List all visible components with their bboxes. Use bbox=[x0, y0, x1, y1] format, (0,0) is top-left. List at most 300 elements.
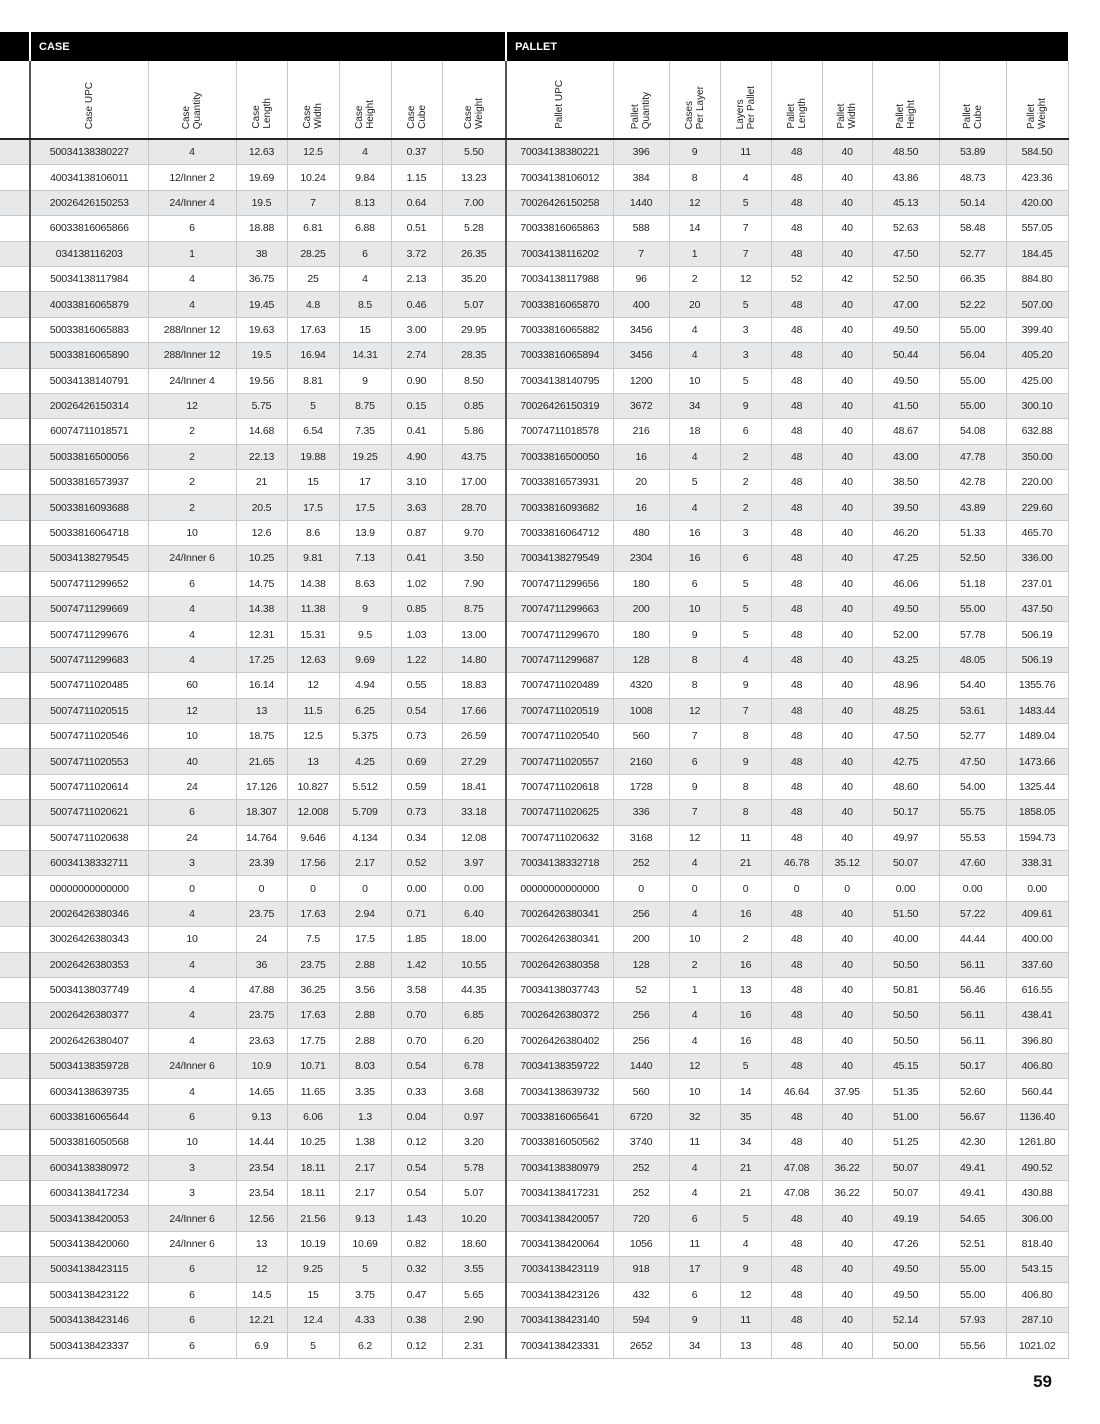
cell-case-length: 24 bbox=[236, 927, 287, 952]
table-row bbox=[0, 673, 1068, 698]
cell-layers-per-pallet: 9 bbox=[720, 749, 771, 774]
table-row bbox=[0, 698, 1068, 723]
cell-pallet-weight: 184.45 bbox=[1006, 241, 1068, 266]
cell-pallet-weight: 396.80 bbox=[1006, 1028, 1068, 1053]
cell-pallet-weight: 632.88 bbox=[1006, 419, 1068, 444]
cell-pallet-upc: 70034138423126 bbox=[506, 1282, 613, 1307]
cell-layers-per-pallet: 7 bbox=[720, 698, 771, 723]
cell-case-upc: 50074711299669 bbox=[30, 597, 148, 622]
cell-pallet-weight: 0.00 bbox=[1006, 876, 1068, 901]
cell-case-height: 17.5 bbox=[339, 927, 391, 952]
cell-pallet-upc: 70034138359722 bbox=[506, 1054, 613, 1079]
cell-case-cube: 0.82 bbox=[391, 1231, 442, 1256]
cell-case-height: 0 bbox=[339, 876, 391, 901]
cell-case-width: 17.56 bbox=[287, 850, 339, 875]
cell-case-quantity: 288/Inner 12 bbox=[148, 343, 236, 368]
cell-case-weight: 0.97 bbox=[442, 1104, 506, 1129]
table-row bbox=[0, 774, 1068, 799]
cut-off-cell bbox=[0, 317, 30, 342]
product-spec-table bbox=[0, 32, 1069, 1359]
cell-case-cube: 0.70 bbox=[391, 1003, 442, 1028]
cell-pallet-width: 40 bbox=[822, 444, 872, 469]
header-pallet-upc bbox=[506, 61, 613, 139]
cell-case-cube: 0.90 bbox=[391, 368, 442, 393]
cell-case-width: 5 bbox=[287, 393, 339, 418]
cell-case-length: 14.68 bbox=[236, 419, 287, 444]
cell-pallet-height: 0.00 bbox=[872, 876, 939, 901]
cell-pallet-upc: 70034138420057 bbox=[506, 1206, 613, 1231]
cell-pallet-length: 48 bbox=[771, 444, 822, 469]
cell-case-length: 17.25 bbox=[236, 647, 287, 672]
cell-pallet-upc: 70034138279549 bbox=[506, 546, 613, 571]
cell-case-weight: 7.00 bbox=[442, 190, 506, 215]
cell-case-weight: 5.86 bbox=[442, 419, 506, 444]
cell-case-upc: 60034138417234 bbox=[30, 1181, 148, 1206]
cell-case-height: 5.512 bbox=[339, 774, 391, 799]
cell-pallet-quantity: 1008 bbox=[613, 698, 669, 723]
cell-pallet-quantity: 1440 bbox=[613, 190, 669, 215]
cell-pallet-height: 47.25 bbox=[872, 546, 939, 571]
cell-case-cube: 0.54 bbox=[391, 1054, 442, 1079]
cell-case-cube: 0.54 bbox=[391, 698, 442, 723]
cell-case-cube: 0.71 bbox=[391, 901, 442, 926]
cell-case-width: 8.81 bbox=[287, 368, 339, 393]
cell-pallet-upc: 70033816065863 bbox=[506, 216, 613, 241]
cut-off-cell bbox=[0, 1307, 30, 1332]
page-number: 59 bbox=[1033, 1372, 1052, 1391]
cell-cases-per-layer: 4 bbox=[669, 1181, 720, 1206]
cell-pallet-cube: 52.77 bbox=[939, 241, 1006, 266]
table-row bbox=[0, 546, 1068, 571]
header-label: Cases Per Layer bbox=[683, 85, 706, 129]
cell-case-upc: 50034138380227 bbox=[30, 139, 148, 165]
cell-case-width: 17.63 bbox=[287, 1003, 339, 1028]
cell-case-upc: 60033816065644 bbox=[30, 1104, 148, 1129]
cell-pallet-length: 48 bbox=[771, 1028, 822, 1053]
cell-pallet-height: 43.86 bbox=[872, 165, 939, 190]
cell-pallet-upc: 70074711299656 bbox=[506, 571, 613, 596]
cell-pallet-cube: 57.78 bbox=[939, 622, 1006, 647]
cell-layers-per-pallet: 7 bbox=[720, 216, 771, 241]
cell-case-upc: 50034138037749 bbox=[30, 977, 148, 1002]
cell-pallet-width: 40 bbox=[822, 419, 872, 444]
cell-case-height: 17.5 bbox=[339, 495, 391, 520]
cell-pallet-width: 35.12 bbox=[822, 850, 872, 875]
cell-case-upc: 50033816093688 bbox=[30, 495, 148, 520]
cell-case-width: 6.54 bbox=[287, 419, 339, 444]
cell-pallet-height: 42.75 bbox=[872, 749, 939, 774]
cell-pallet-quantity: 3168 bbox=[613, 825, 669, 850]
cell-pallet-cube: 56.11 bbox=[939, 952, 1006, 977]
cell-pallet-width: 40 bbox=[822, 622, 872, 647]
cut-off-cell bbox=[0, 495, 30, 520]
cell-layers-per-pallet: 3 bbox=[720, 520, 771, 545]
cell-pallet-weight: 306.00 bbox=[1006, 1206, 1068, 1231]
cell-pallet-height: 41.50 bbox=[872, 393, 939, 418]
cell-pallet-width: 40 bbox=[822, 749, 872, 774]
table-row bbox=[0, 1003, 1068, 1028]
cell-layers-per-pallet: 5 bbox=[720, 190, 771, 215]
cell-case-width: 21.56 bbox=[287, 1206, 339, 1231]
cell-case-length: 18.75 bbox=[236, 723, 287, 748]
cell-pallet-upc: 70034138423140 bbox=[506, 1307, 613, 1332]
cell-pallet-height: 48.50 bbox=[872, 139, 939, 165]
cell-pallet-length: 46.78 bbox=[771, 850, 822, 875]
table-row bbox=[0, 343, 1068, 368]
cut-off-cell bbox=[0, 1079, 30, 1104]
cell-pallet-quantity: 180 bbox=[613, 622, 669, 647]
cell-pallet-width: 40 bbox=[822, 1130, 872, 1155]
cell-pallet-upc: 70074711020618 bbox=[506, 774, 613, 799]
cell-case-cube: 3.58 bbox=[391, 977, 442, 1002]
cell-pallet-cube: 55.53 bbox=[939, 825, 1006, 850]
cell-pallet-quantity: 560 bbox=[613, 723, 669, 748]
cell-pallet-quantity: 180 bbox=[613, 571, 669, 596]
cut-off-column-header bbox=[0, 32, 30, 61]
cell-pallet-cube: 52.50 bbox=[939, 546, 1006, 571]
cell-pallet-height: 48.25 bbox=[872, 698, 939, 723]
cell-layers-per-pallet: 3 bbox=[720, 317, 771, 342]
cell-case-height: 1.38 bbox=[339, 1130, 391, 1155]
cell-pallet-height: 47.50 bbox=[872, 723, 939, 748]
cell-case-width: 10.19 bbox=[287, 1231, 339, 1256]
cell-cases-per-layer: 2 bbox=[669, 266, 720, 291]
cell-case-width: 11.5 bbox=[287, 698, 339, 723]
cell-case-weight: 14.80 bbox=[442, 647, 506, 672]
cell-case-length: 22.13 bbox=[236, 444, 287, 469]
cell-pallet-weight: 1136.40 bbox=[1006, 1104, 1068, 1129]
cell-pallet-weight: 287.10 bbox=[1006, 1307, 1068, 1332]
cell-pallet-quantity: 256 bbox=[613, 1028, 669, 1053]
cell-case-quantity: 6 bbox=[148, 1104, 236, 1129]
cell-case-weight: 17.66 bbox=[442, 698, 506, 723]
cell-pallet-weight: 337.60 bbox=[1006, 952, 1068, 977]
cell-pallet-weight: 1325.44 bbox=[1006, 774, 1068, 799]
cell-case-length: 47.88 bbox=[236, 977, 287, 1002]
cell-case-quantity: 10 bbox=[148, 927, 236, 952]
cell-case-weight: 6.78 bbox=[442, 1054, 506, 1079]
header-label: Case Weight bbox=[462, 98, 485, 129]
cut-off-cell bbox=[0, 190, 30, 215]
cell-case-height: 14.31 bbox=[339, 343, 391, 368]
cell-case-quantity: 4 bbox=[148, 647, 236, 672]
cell-case-cube: 3.10 bbox=[391, 470, 442, 495]
cell-case-weight: 13.00 bbox=[442, 622, 506, 647]
cell-cases-per-layer: 0 bbox=[669, 876, 720, 901]
cell-pallet-height: 38.50 bbox=[872, 470, 939, 495]
cell-pallet-upc: 70074711299687 bbox=[506, 647, 613, 672]
cell-case-width: 14.38 bbox=[287, 571, 339, 596]
cell-case-weight: 27.29 bbox=[442, 749, 506, 774]
header-label: Pallet Quantity bbox=[630, 91, 653, 129]
cell-pallet-quantity: 4320 bbox=[613, 673, 669, 698]
cell-case-width: 15 bbox=[287, 470, 339, 495]
cell-cases-per-layer: 9 bbox=[669, 622, 720, 647]
cell-cases-per-layer: 8 bbox=[669, 673, 720, 698]
cell-pallet-weight: 818.40 bbox=[1006, 1231, 1068, 1256]
cell-case-upc: 50074711020553 bbox=[30, 749, 148, 774]
cell-case-quantity: 3 bbox=[148, 850, 236, 875]
table-row bbox=[0, 292, 1068, 317]
cell-case-weight: 29.95 bbox=[442, 317, 506, 342]
cell-cases-per-layer: 16 bbox=[669, 546, 720, 571]
cell-pallet-quantity: 2652 bbox=[613, 1333, 669, 1358]
cell-case-weight: 18.83 bbox=[442, 673, 506, 698]
cell-case-width: 11.38 bbox=[287, 597, 339, 622]
cell-pallet-height: 50.17 bbox=[872, 800, 939, 825]
cell-case-length: 0 bbox=[236, 876, 287, 901]
cell-case-height: 2.88 bbox=[339, 952, 391, 977]
cell-pallet-weight: 438.41 bbox=[1006, 1003, 1068, 1028]
cell-case-cube: 2.74 bbox=[391, 343, 442, 368]
cell-case-cube: 0.41 bbox=[391, 419, 442, 444]
cell-case-length: 36 bbox=[236, 952, 287, 977]
cell-pallet-weight: 409.61 bbox=[1006, 901, 1068, 926]
cell-pallet-cube: 55.00 bbox=[939, 1257, 1006, 1282]
cell-pallet-weight: 1261.80 bbox=[1006, 1130, 1068, 1155]
cell-case-width: 15 bbox=[287, 1282, 339, 1307]
cut-off-cell bbox=[0, 470, 30, 495]
cell-cases-per-layer: 17 bbox=[669, 1257, 720, 1282]
cell-pallet-upc: 70074711020540 bbox=[506, 723, 613, 748]
table-row bbox=[0, 139, 1068, 165]
cell-pallet-weight: 1858.05 bbox=[1006, 800, 1068, 825]
cell-case-length: 23.75 bbox=[236, 1003, 287, 1028]
cut-off-cell bbox=[0, 901, 30, 926]
cut-off-cell bbox=[0, 1054, 30, 1079]
table-row bbox=[0, 1155, 1068, 1180]
header-case-width bbox=[287, 61, 339, 139]
cell-case-weight: 3.20 bbox=[442, 1130, 506, 1155]
cell-pallet-width: 40 bbox=[822, 597, 872, 622]
cell-pallet-width: 40 bbox=[822, 1206, 872, 1231]
cell-cases-per-layer: 6 bbox=[669, 571, 720, 596]
cell-case-cube: 0.73 bbox=[391, 800, 442, 825]
cell-pallet-height: 50.50 bbox=[872, 1003, 939, 1028]
cell-case-quantity: 6 bbox=[148, 1333, 236, 1358]
cell-case-cube: 0.59 bbox=[391, 774, 442, 799]
cell-pallet-upc: 70074711018578 bbox=[506, 419, 613, 444]
cell-layers-per-pallet: 8 bbox=[720, 723, 771, 748]
table-row bbox=[0, 368, 1068, 393]
cell-pallet-height: 52.50 bbox=[872, 266, 939, 291]
cell-case-length: 12.31 bbox=[236, 622, 287, 647]
cell-case-weight: 5.07 bbox=[442, 292, 506, 317]
cell-case-weight: 5.78 bbox=[442, 1155, 506, 1180]
cell-case-length: 19.5 bbox=[236, 190, 287, 215]
cell-case-quantity: 4 bbox=[148, 1003, 236, 1028]
cell-case-cube: 0.73 bbox=[391, 723, 442, 748]
cell-case-weight: 18.41 bbox=[442, 774, 506, 799]
cell-case-height: 8.63 bbox=[339, 571, 391, 596]
cell-case-height: 8.03 bbox=[339, 1054, 391, 1079]
cut-off-cell bbox=[0, 850, 30, 875]
table-row bbox=[0, 749, 1068, 774]
cell-cases-per-layer: 1 bbox=[669, 241, 720, 266]
cell-layers-per-pallet: 9 bbox=[720, 393, 771, 418]
cell-pallet-upc: 70034138417231 bbox=[506, 1181, 613, 1206]
cell-case-width: 25 bbox=[287, 266, 339, 291]
cell-pallet-weight: 1355.76 bbox=[1006, 673, 1068, 698]
cell-pallet-height: 49.19 bbox=[872, 1206, 939, 1231]
cell-pallet-cube: 54.00 bbox=[939, 774, 1006, 799]
cell-pallet-upc: 70026426380341 bbox=[506, 927, 613, 952]
cell-pallet-length: 48 bbox=[771, 901, 822, 926]
cell-pallet-weight: 1473.66 bbox=[1006, 749, 1068, 774]
cell-pallet-weight: 300.10 bbox=[1006, 393, 1068, 418]
cell-layers-per-pallet: 4 bbox=[720, 1231, 771, 1256]
cell-pallet-cube: 55.00 bbox=[939, 1282, 1006, 1307]
cell-case-height: 9 bbox=[339, 597, 391, 622]
cell-cases-per-layer: 4 bbox=[669, 317, 720, 342]
cell-case-upc: 20026426380407 bbox=[30, 1028, 148, 1053]
cell-cases-per-layer: 4 bbox=[669, 343, 720, 368]
cell-layers-per-pallet: 5 bbox=[720, 1206, 771, 1231]
cell-pallet-upc: 70074711020557 bbox=[506, 749, 613, 774]
cell-cases-per-layer: 12 bbox=[669, 825, 720, 850]
cell-case-weight: 5.65 bbox=[442, 1282, 506, 1307]
cell-case-cube: 0.47 bbox=[391, 1282, 442, 1307]
cell-pallet-weight: 1021.02 bbox=[1006, 1333, 1068, 1358]
cell-pallet-length: 48 bbox=[771, 1257, 822, 1282]
cell-pallet-cube: 53.89 bbox=[939, 139, 1006, 165]
cell-case-height: 4.94 bbox=[339, 673, 391, 698]
cell-case-length: 10.25 bbox=[236, 546, 287, 571]
cell-case-quantity: 24/Inner 4 bbox=[148, 368, 236, 393]
cell-pallet-cube: 52.22 bbox=[939, 292, 1006, 317]
header-pallet-height bbox=[872, 61, 939, 139]
table-row bbox=[0, 825, 1068, 850]
cell-pallet-height: 52.00 bbox=[872, 622, 939, 647]
cell-case-cube: 3.72 bbox=[391, 241, 442, 266]
cut-off-cell bbox=[0, 546, 30, 571]
cell-case-length: 12.63 bbox=[236, 139, 287, 165]
cell-pallet-width: 40 bbox=[822, 1257, 872, 1282]
cut-off-cell bbox=[0, 368, 30, 393]
cell-layers-per-pallet: 11 bbox=[720, 825, 771, 850]
cell-case-width: 10.827 bbox=[287, 774, 339, 799]
cell-case-quantity: 6 bbox=[148, 1257, 236, 1282]
cell-case-width: 9.646 bbox=[287, 825, 339, 850]
cell-case-quantity: 24 bbox=[148, 825, 236, 850]
cut-off-cell bbox=[0, 1333, 30, 1358]
cut-off-cell bbox=[0, 1206, 30, 1231]
cell-pallet-cube: 47.60 bbox=[939, 850, 1006, 875]
cell-case-weight: 0.85 bbox=[442, 393, 506, 418]
cell-pallet-length: 48 bbox=[771, 749, 822, 774]
cut-off-cell bbox=[0, 927, 30, 952]
cell-cases-per-layer: 11 bbox=[669, 1130, 720, 1155]
cell-pallet-upc: 70026426150258 bbox=[506, 190, 613, 215]
cut-off-cell bbox=[0, 139, 30, 165]
cut-off-cell bbox=[0, 673, 30, 698]
cell-pallet-cube: 55.00 bbox=[939, 368, 1006, 393]
cell-pallet-height: 50.81 bbox=[872, 977, 939, 1002]
cell-cases-per-layer: 32 bbox=[669, 1104, 720, 1129]
cell-case-upc: 50034138279545 bbox=[30, 546, 148, 571]
cell-pallet-cube: 55.00 bbox=[939, 393, 1006, 418]
cell-case-cube: 0.15 bbox=[391, 393, 442, 418]
cell-pallet-length: 48 bbox=[771, 673, 822, 698]
cell-pallet-height: 47.50 bbox=[872, 241, 939, 266]
table-row bbox=[0, 393, 1068, 418]
group-header-row bbox=[0, 32, 1068, 61]
cell-case-cube: 0.64 bbox=[391, 190, 442, 215]
cell-case-length: 19.56 bbox=[236, 368, 287, 393]
cell-cases-per-layer: 6 bbox=[669, 749, 720, 774]
cell-layers-per-pallet: 16 bbox=[720, 952, 771, 977]
cell-cases-per-layer: 16 bbox=[669, 520, 720, 545]
cell-pallet-length: 48 bbox=[771, 647, 822, 672]
cell-case-quantity: 24 bbox=[148, 774, 236, 799]
cell-pallet-width: 40 bbox=[822, 292, 872, 317]
cell-pallet-length: 47.08 bbox=[771, 1181, 822, 1206]
cell-case-length: 10.9 bbox=[236, 1054, 287, 1079]
cell-pallet-height: 49.50 bbox=[872, 1257, 939, 1282]
cell-pallet-weight: 507.00 bbox=[1006, 292, 1068, 317]
cell-pallet-height: 46.06 bbox=[872, 571, 939, 596]
cell-pallet-upc: 70074711020519 bbox=[506, 698, 613, 723]
table-row bbox=[0, 470, 1068, 495]
cell-cases-per-layer: 4 bbox=[669, 901, 720, 926]
cell-pallet-weight: 406.80 bbox=[1006, 1054, 1068, 1079]
cell-case-upc: 50034138117984 bbox=[30, 266, 148, 291]
cell-pallet-length: 48 bbox=[771, 1003, 822, 1028]
cell-pallet-width: 40 bbox=[822, 1104, 872, 1129]
cell-case-upc: 50074711020485 bbox=[30, 673, 148, 698]
cell-case-width: 12 bbox=[287, 673, 339, 698]
cell-case-width: 12.008 bbox=[287, 800, 339, 825]
cell-pallet-quantity: 3456 bbox=[613, 317, 669, 342]
cell-case-cube: 3.00 bbox=[391, 317, 442, 342]
cell-pallet-length: 48 bbox=[771, 952, 822, 977]
table-row bbox=[0, 165, 1068, 190]
cell-pallet-width: 40 bbox=[822, 1282, 872, 1307]
cell-case-weight: 3.55 bbox=[442, 1257, 506, 1282]
cell-pallet-upc: 00000000000000 bbox=[506, 876, 613, 901]
cut-off-cell bbox=[0, 393, 30, 418]
cell-pallet-quantity: 336 bbox=[613, 800, 669, 825]
cell-case-cube: 1.42 bbox=[391, 952, 442, 977]
cell-case-quantity: 24/Inner 6 bbox=[148, 1054, 236, 1079]
table-body bbox=[0, 139, 1068, 1358]
cell-case-upc: 50034138359728 bbox=[30, 1054, 148, 1079]
cell-pallet-length: 48 bbox=[771, 1307, 822, 1332]
cell-pallet-height: 51.00 bbox=[872, 1104, 939, 1129]
cell-case-upc: 60033816065866 bbox=[30, 216, 148, 241]
cell-pallet-width: 40 bbox=[822, 495, 872, 520]
cell-case-weight: 6.85 bbox=[442, 1003, 506, 1028]
cell-case-upc: 50033816064718 bbox=[30, 520, 148, 545]
cell-case-upc: 50033816500056 bbox=[30, 444, 148, 469]
cell-pallet-cube: 49.41 bbox=[939, 1155, 1006, 1180]
cell-case-length: 13 bbox=[236, 1231, 287, 1256]
cell-case-height: 3.35 bbox=[339, 1079, 391, 1104]
header-label: Pallet Length bbox=[785, 98, 808, 129]
header-label: Pallet Weight bbox=[1026, 98, 1049, 129]
cell-layers-per-pallet: 16 bbox=[720, 1003, 771, 1028]
cell-pallet-upc: 70033816093682 bbox=[506, 495, 613, 520]
cell-pallet-height: 50.07 bbox=[872, 850, 939, 875]
cell-pallet-width: 42 bbox=[822, 266, 872, 291]
cut-off-cell bbox=[0, 266, 30, 291]
cell-case-height: 9.69 bbox=[339, 647, 391, 672]
cell-case-quantity: 0 bbox=[148, 876, 236, 901]
cell-pallet-width: 36.22 bbox=[822, 1181, 872, 1206]
cell-case-cube: 0.41 bbox=[391, 546, 442, 571]
cell-case-upc: 50034138423122 bbox=[30, 1282, 148, 1307]
cell-case-quantity: 4 bbox=[148, 1079, 236, 1104]
